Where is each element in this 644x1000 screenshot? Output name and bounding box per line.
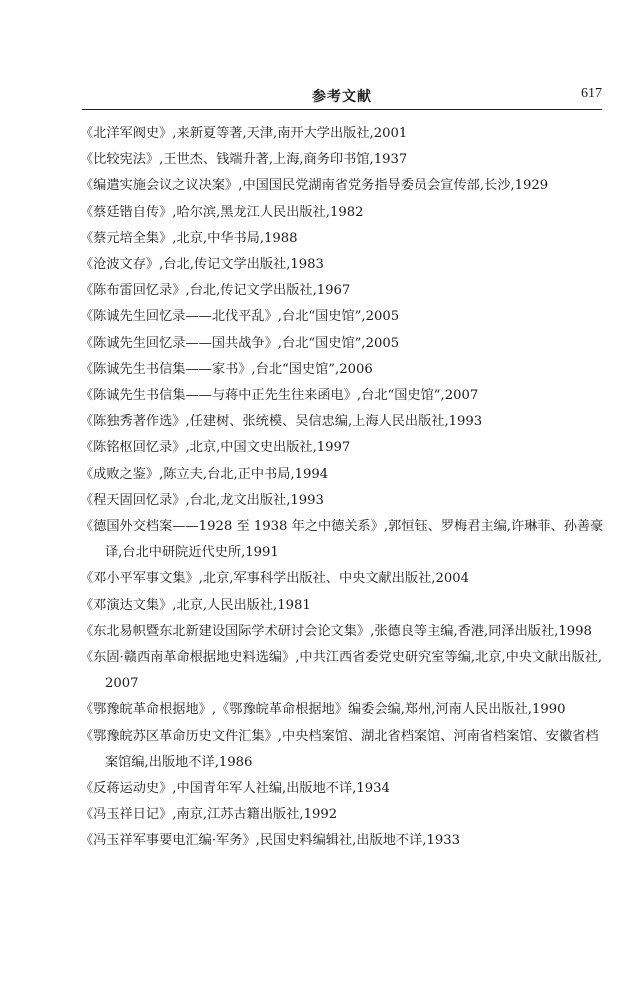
reference-item: 《鄂豫皖苏区革命历史文件汇集》,中央档案馆、湖北省档案馆、河南省档案馆、安徽省档案馆编,出版地不详,1986 (80, 728, 599, 770)
reference-list (80, 121, 605, 855)
reference-item: 《邓演达文集》,北京,人民出版社,1981 (80, 597, 311, 613)
reference-item: 《冯玉祥日记》,南京,江苏古籍出版社,1992 (80, 807, 338, 823)
running-head (82, 86, 602, 108)
reference-item: 《蔡廷锴自传》,哈尔滨,黑龙江人民出版社,1982 (80, 204, 364, 220)
reference-item: 《陈独秀著作选》,任建树、张统模、吴信忠编,上海人民出版社,1993 (80, 414, 483, 430)
reference-item: 《东北易帜暨东北新建设国际学术研讨会论文集》,张德良等主编,香港,同泽出版社,1998 (80, 623, 592, 639)
reference-item: 《成败之鉴》,陈立夫,台北,正中书局,1994 (80, 466, 329, 482)
reference-item: 《鄂豫皖革命根据地》,《鄂豫皖革命根据地》编委会编,郑州,河南人民出版社,1990 (80, 702, 566, 718)
reference-item: 《德国外交档案——1928 至 1938 年之中德关系》,郭恒钰、罗梅君主编,许琳菲、孙善豪译,台北中研院近代史所,1991 (80, 519, 604, 561)
reference-item: 《程天固回忆录》,台北,龙文出版社,1993 (80, 492, 324, 508)
reference-item: 《陈铭枢回忆录》,北京,中国文史出版社,1997 (80, 440, 351, 456)
reference-item: 《陈诚先生书信集——家书》,台北“国史馆”,2006 (80, 361, 373, 377)
chapter-title: 参考文献 (312, 89, 372, 105)
reference-item: 《陈诚先生书信集——与蒋中正先生往来函电》,台北“国史馆”,2007 (80, 388, 479, 404)
reference-item: 《沧波文存》,台北,传记文学出版社,1983 (80, 257, 324, 273)
reference-item: 《冯玉祥军事要电汇编·军务》,民国史料编辑社,出版地不详,1933 (80, 833, 461, 849)
reference-item: 《邓小平军事文集》,北京,军事科学出版社、中央文献出版社,2004 (80, 571, 470, 587)
reference-item: 《反蒋运动史》,中国青年军人社编,出版地不详,1934 (80, 781, 390, 797)
reference-item: 《北洋军阀史》,来新夏等著,天津,南开大学出版社,2001 (80, 126, 408, 141)
page-number: 617 (581, 86, 602, 101)
reference-item: 《陈布雷回忆录》,台北,传记文学出版社,1967 (80, 283, 351, 299)
reference-item: 《东固·赣西南革命根据地史料选编》,中共江西省委党史研究室等编,北京,中央文献出版社,2007 (80, 650, 603, 692)
reference-item: 《编遣实施会议之议决案》,中国国民党湖南省党务指导委员会宣传部,长沙,1929 (80, 178, 549, 194)
reference-item: 《蔡元培全集》,北京,中华书局,1988 (80, 230, 298, 246)
reference-item: 《比较宪法》,王世杰、钱端升著,上海,商务印书馆,1937 (80, 152, 408, 168)
header-divider (82, 109, 602, 110)
reference-item: 《陈诚先生回忆录——国共战争》,台北“国史馆”,2005 (80, 335, 400, 351)
reference-item: 《陈诚先生回忆录——北伐平乱》,台北“国史馆”,2005 (80, 309, 400, 325)
